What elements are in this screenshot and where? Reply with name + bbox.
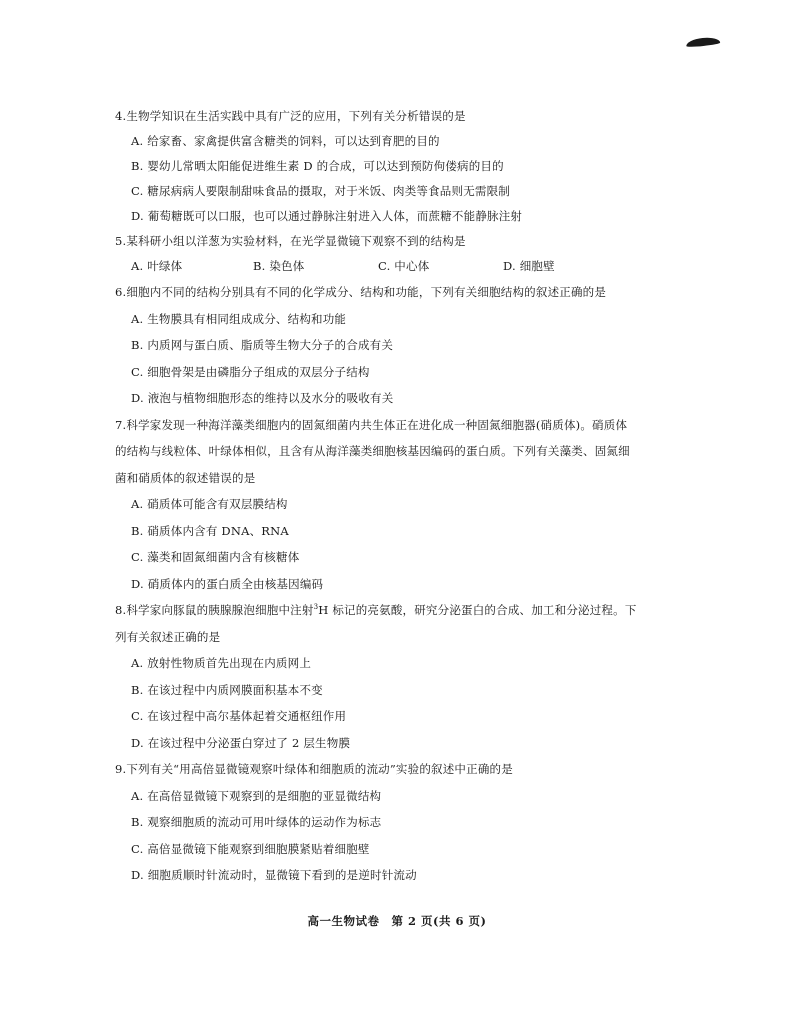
question-5-options bbox=[115, 254, 675, 279]
corner-mark bbox=[686, 36, 721, 48]
question-7-option-b: B. 硝质体内含有 DNA、RNA bbox=[131, 523, 289, 538]
question-5-option-b: B. 染色体 bbox=[253, 259, 305, 273]
question-7-stem-line-2: 的结构与线粒体、叶绿体相似，且含有从海洋藻类细胞核基因编码的蛋白质。下列有关藻类、固氮细 bbox=[115, 444, 630, 458]
question-9 bbox=[115, 756, 675, 889]
question-9-option-d: D. 细胞质顺时针流动时，显微镜下看到的是逆时针流动 bbox=[131, 868, 417, 882]
question-5-option-c: C. 中心体 bbox=[378, 259, 430, 273]
question-8-stem-line-2: 列有关叙述正确的是 bbox=[115, 629, 221, 644]
question-7-option-c: C. 藻类和固氮细菌内含有核糖体 bbox=[131, 550, 300, 564]
question-5-option-d: D. 细胞壁 bbox=[503, 259, 555, 273]
page-content bbox=[115, 104, 675, 889]
question-4 bbox=[115, 104, 675, 229]
question-4-option-b: B. 婴幼儿常晒太阳能促进维生素 D 的合成，可以达到预防佝偻病的目的 bbox=[131, 159, 504, 173]
question-8-stem-superscript: 3 bbox=[313, 603, 319, 612]
question-4-option-c: C. 糖尿病病人要限制甜味食品的摄取，对于米饭、肉类等食品则无需限制 bbox=[131, 184, 510, 198]
question-6 bbox=[115, 279, 675, 412]
question-8-option-a: A. 放射性物质首先出现在内质网上 bbox=[131, 656, 312, 670]
question-6-option-b: B. 内质网与蛋白质、脂质等生物大分子的合成有关 bbox=[131, 338, 394, 352]
question-9-option-c: C. 高倍显微镜下能观察到细胞膜紧贴着细胞壁 bbox=[131, 841, 370, 856]
question-6-stem: 6.细胞内不同的结构分别具有不同的化学成分、结构和功能，下列有关细胞结构的叙述正确的是 bbox=[115, 285, 607, 299]
question-7-stem-line-1: 7.科学家发现一种海洋藻类细胞内的固氮细菌内共生体正在进化成一种固氮细胞器(硝质体)。硝质体 bbox=[115, 417, 628, 432]
question-9-option-a: A. 在高倍显微镜下观察到的是细胞的亚显微结构 bbox=[131, 788, 382, 803]
question-7-option-d: D. 硝质体内的蛋白质全由核基因编码 bbox=[131, 576, 324, 591]
question-8-stem-line-1 bbox=[115, 597, 675, 624]
question-8-stem-post: H 标记的亮氨酸，研究分泌蛋白的合成、加工和分泌过程。下 bbox=[318, 603, 637, 617]
question-6-option-d: D. 液泡与植物细胞形态的维持以及水分的吸收有关 bbox=[131, 391, 394, 405]
question-9-option-b: B. 观察细胞质的流动可用叶绿体的运动作为标志 bbox=[131, 815, 382, 829]
question-5-stem: 5.某科研小组以洋葱为实验材料，在光学显微镜下观察不到的结构是 bbox=[115, 234, 466, 248]
question-6-option-a: A. 生物膜具有相同组成成分、结构和功能 bbox=[131, 311, 347, 326]
question-4-option-a: A. 给家畜、家禽提供富含糖类的饲料，可以达到育肥的目的 bbox=[131, 134, 440, 148]
question-8-option-b: B. 在该过程中内质网膜面积基本不变 bbox=[131, 682, 323, 697]
question-8-option-d: D. 在该过程中分泌蛋白穿过了 2 层生物膜 bbox=[131, 735, 351, 750]
question-8 bbox=[115, 597, 675, 756]
question-9-stem: 9.下列有关“用高倍显微镜观察叶绿体和细胞质的流动”实验的叙述中正确的是 bbox=[115, 762, 513, 776]
question-6-option-c: C. 细胞骨架是由磷脂分子组成的双层分子结构 bbox=[131, 364, 370, 379]
question-4-option-d: D. 葡萄糖既可以口服，也可以通过静脉注射进入人体，而蔗糖不能静脉注射 bbox=[131, 209, 523, 223]
question-4-stem: 4.生物学知识在生活实践中具有广泛的应用，下列有关分析错误的是 bbox=[115, 109, 466, 123]
question-7-stem-line-3: 菌和硝质体的叙述错误的是 bbox=[115, 470, 256, 485]
question-5-option-a: A. 叶绿体 bbox=[131, 259, 183, 273]
question-5 bbox=[115, 229, 675, 279]
question-7-option-a: A. 硝质体可能含有双层膜结构 bbox=[131, 497, 288, 511]
question-7 bbox=[115, 412, 675, 598]
question-8-option-c: C. 在该过程中高尔基体起着交通枢纽作用 bbox=[131, 709, 347, 723]
question-8-stem-pre: 8.科学家向豚鼠的胰腺腺泡细胞中注射 bbox=[115, 603, 314, 617]
page-footer: 高一生物试卷 第 2 页(共 6 页) bbox=[307, 914, 487, 928]
